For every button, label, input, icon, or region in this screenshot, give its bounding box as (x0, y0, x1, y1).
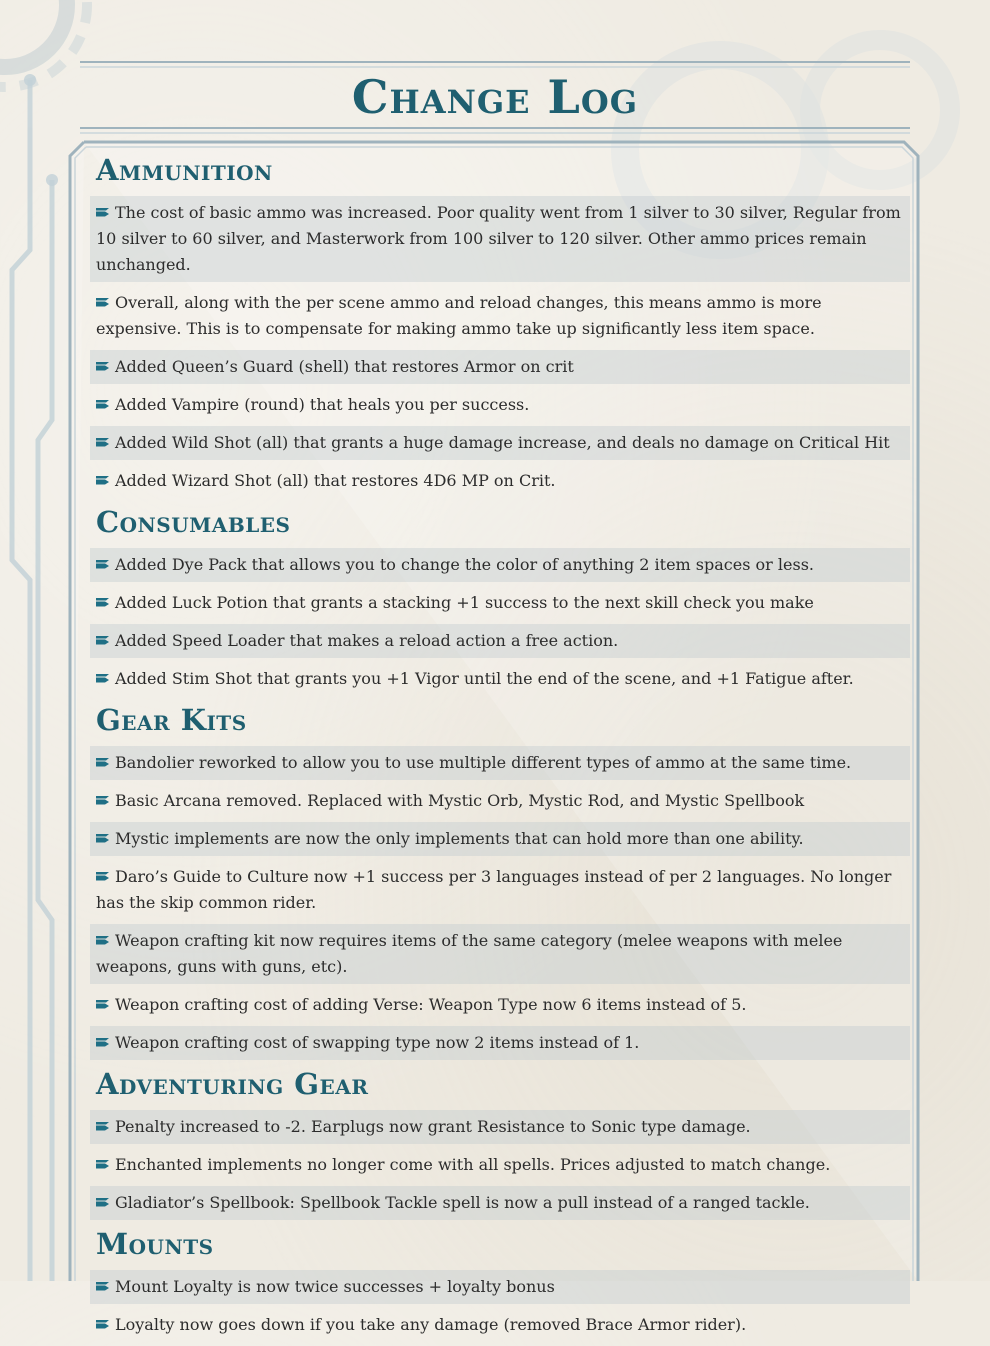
list-item: Added Speed Loader that makes a reload action a free action. (90, 624, 910, 658)
list-item: Enchanted implements no longer come with all spells. Prices adjusted to match change. (90, 1148, 910, 1182)
section-heading: Adventuring Gear (96, 1067, 369, 1101)
list-item: Mystic implements are now the only implements that can hold more than one ability. (90, 822, 910, 856)
list-item: Overall, along with the per scene ammo and reload changes, this means ammo is more expensive. This is to compensate for making ammo take up significantly less item space. (90, 286, 910, 346)
chevron-bullet-icon (96, 1274, 109, 1284)
change-log-content (90, 150, 910, 1346)
item-list (90, 746, 910, 1060)
list-item: Weapon crafting kit now requires items of the same category (melee weapons with melee weapons, guns with guns, etc). (90, 924, 910, 984)
chevron-bullet-icon (96, 1030, 109, 1040)
chevron-bullet-icon (96, 354, 109, 364)
chevron-bullet-icon (96, 666, 109, 676)
section-consumables (90, 502, 910, 696)
chevron-bullet-icon (96, 992, 109, 1002)
chevron-bullet-icon (96, 928, 109, 938)
list-item: Daro’s Guide to Culture now +1 success per 3 languages instead of per 2 languages. No longer has the skip common rider. (90, 860, 910, 920)
list-item: Added Wizard Shot (all) that restores 4D6 MP on Crit. (90, 464, 910, 498)
chevron-bullet-icon (96, 552, 109, 562)
chevron-bullet-icon (96, 788, 109, 798)
chevron-bullet-icon (96, 1312, 109, 1322)
chevron-bullet-icon (96, 200, 109, 210)
chevron-bullet-icon (96, 290, 109, 300)
section-heading: Consumables (96, 505, 291, 539)
list-item: Weapon crafting cost of adding Verse: Weapon Type now 6 items instead of 5. (90, 988, 910, 1022)
section-heading: Mounts (96, 1227, 214, 1261)
list-item: Added Vampire (round) that heals you per success. (90, 388, 910, 422)
chevron-bullet-icon (96, 590, 109, 600)
chevron-bullet-icon (96, 864, 109, 874)
chevron-bullet-icon (96, 468, 109, 478)
list-item: Added Luck Potion that grants a stacking +1 success to the next skill check you make (90, 586, 910, 620)
list-item: Added Wild Shot (all) that grants a huge damage increase, and deals no damage on Critical Hit (90, 426, 910, 460)
section-adventuring-gear (90, 1064, 910, 1220)
item-list (90, 1110, 910, 1220)
chevron-bullet-icon (96, 826, 109, 836)
section-mounts (90, 1224, 910, 1342)
section-gear-kits (90, 700, 910, 1060)
list-item: Added Queen’s Guard (shell) that restores Armor on crit (90, 350, 910, 384)
item-list (90, 548, 910, 696)
list-item: Added Dye Pack that allows you to change the color of anything 2 item spaces or less. (90, 548, 910, 582)
item-list (90, 196, 910, 498)
list-item: Gladiator’s Spellbook: Spellbook Tackle spell is now a pull instead of a ranged tackle. (90, 1186, 910, 1220)
list-item: Bandolier reworked to allow you to use multiple different types of ammo at the same time. (90, 746, 910, 780)
list-item: Added Stim Shot that grants you +1 Vigor until the end of the scene, and +1 Fatigue after. (90, 662, 910, 696)
list-item: Basic Arcana removed. Replaced with Mystic Orb, Mystic Rod, and Mystic Spellbook (90, 784, 910, 818)
page-title: Change Log (351, 70, 639, 124)
list-item: Weapon crafting cost of swapping type now 2 items instead of 1. (90, 1026, 910, 1060)
chevron-bullet-icon (96, 392, 109, 402)
list-item: Penalty increased to -2. Earplugs now grant Resistance to Sonic type damage. (90, 1110, 910, 1144)
list-item: Mount Loyalty is now twice successes + loyalty bonus (90, 1270, 910, 1304)
section-ammunition (90, 150, 910, 498)
chevron-bullet-icon (96, 430, 109, 440)
chevron-bullet-icon (96, 628, 109, 638)
list-item: The cost of basic ammo was increased. Poor quality went from 1 silver to 30 silver, Regular from 10 silver to 60 silver, and Masterwork from 100 silver to 120 silver. Other ammo prices remain unchanged. (90, 196, 910, 282)
chevron-bullet-icon (96, 1114, 109, 1124)
section-heading: Ammunition (96, 153, 273, 187)
chevron-bullet-icon (96, 750, 109, 760)
list-item: Loyalty now goes down if you take any damage (removed Brace Armor rider). (90, 1308, 910, 1342)
section-heading: Gear Kits (96, 703, 247, 737)
chevron-bullet-icon (96, 1152, 109, 1162)
chevron-bullet-icon (96, 1190, 109, 1200)
